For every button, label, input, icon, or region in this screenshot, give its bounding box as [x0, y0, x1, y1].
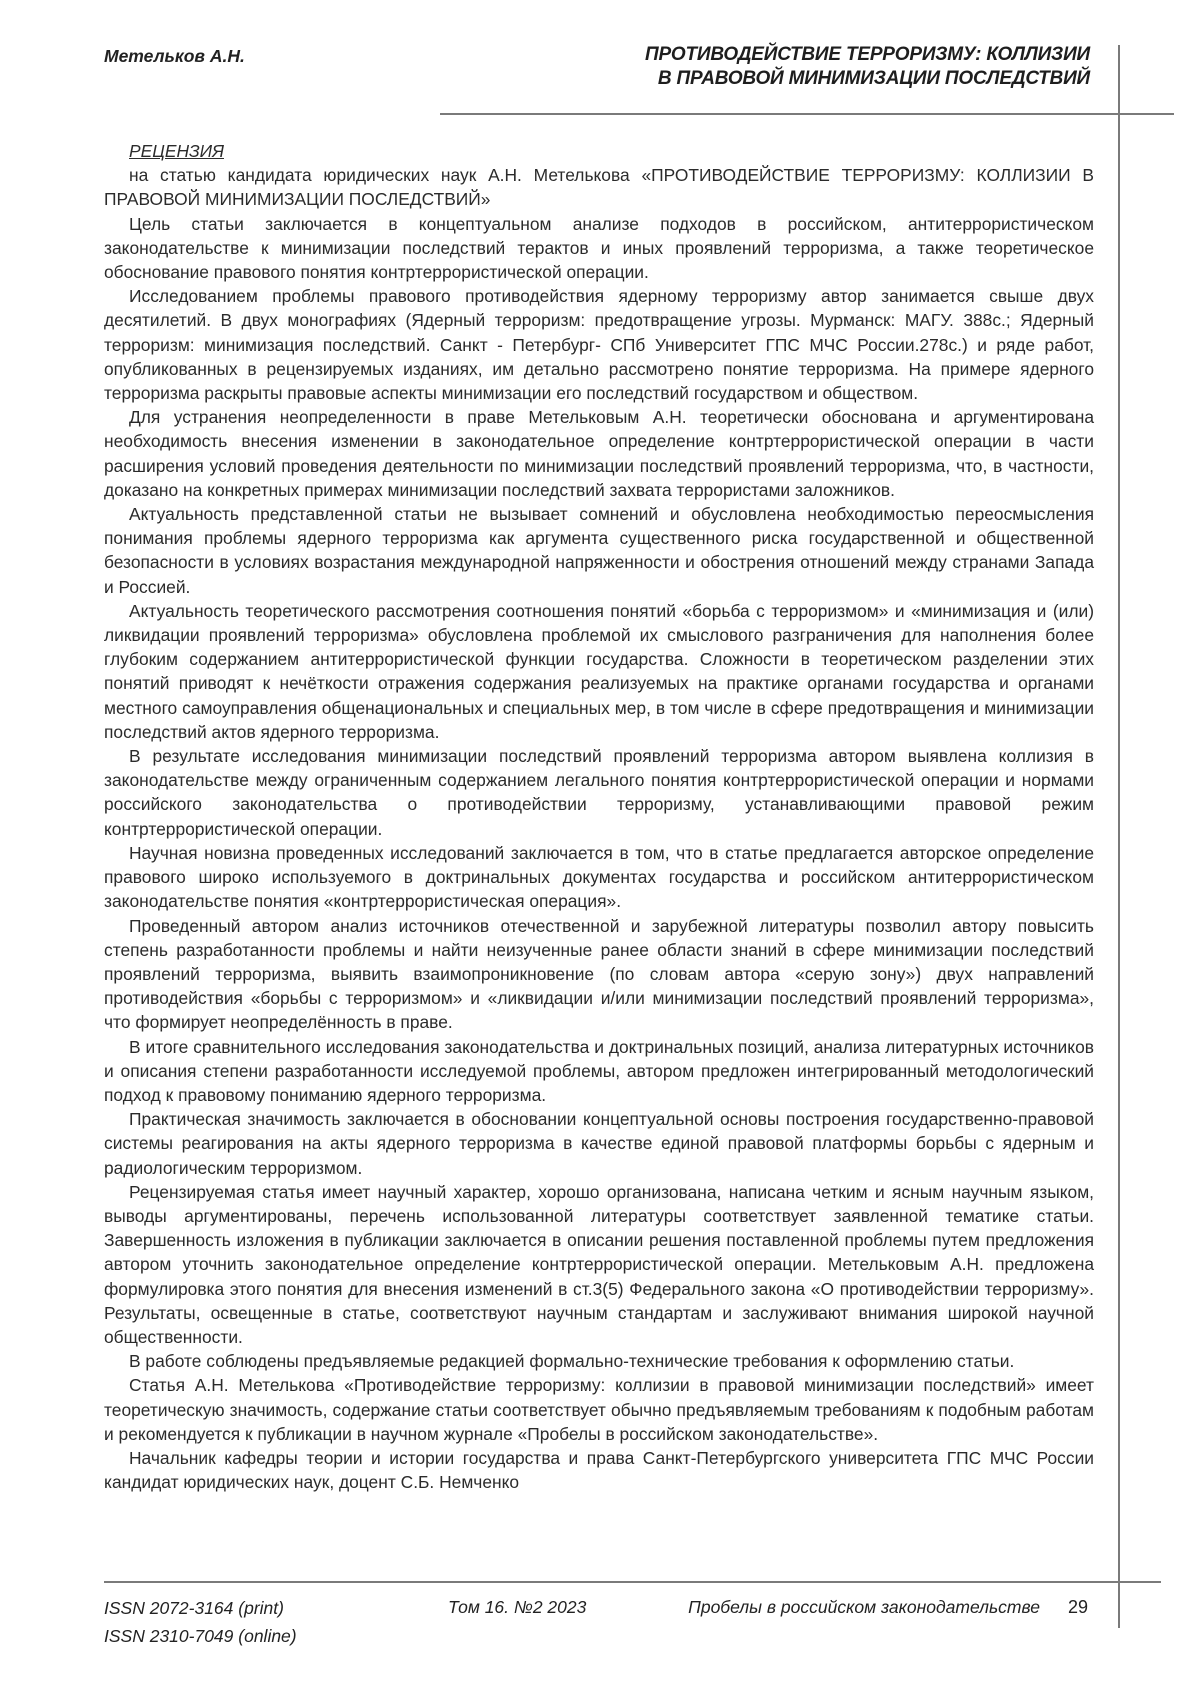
review-paragraph: Актуальность представленной статьи не вызывает сомнений и обусловлена необходимостью переосмысления понимания проблемы ядерного терроризма как аргумента существенного риска государственной и общественной безопасности в условиях возрастания международной напряженности и обострения отношений между странами Запада и Россией.	[104, 504, 1094, 597]
header-author-name: Метельков А.Н.	[104, 46, 245, 66]
header-divider-line	[440, 113, 1174, 115]
footer-issn-print: ISSN 2072-3164 (print)	[104, 1598, 284, 1618]
footer-issn-online: ISSN 2310-7049 (online)	[104, 1626, 297, 1646]
review-paragraph: Рецензируемая статья имеет научный характер, хорошо организована, написана четким и ясным научным языком, выводы аргументированы, перечень использованной литературы соответствует заявленной тематике статьи. Завершенность изложения в публикации заключается в описании решения поставленной проблемы путем предложения автором уточнить законодательное определение контртеррористической операции. Метельковым А.Н. предложена формулировка этого понятия для внесения изменений в ст.3(5) Федерального закона «О противодействии терроризму». Результаты, освещенные в статье, соответствуют научным стандартам и заслуживают внимания широкой научной общественности.	[104, 1181, 1094, 1347]
review-paragraph: на статью кандидата юридических наук А.Н. Метелькова «ПРОТИВОДЕЙСТВИЕ ТЕРРОРИЗМУ: КОЛЛИЗИИ В ПРАВОВОЙ МИНИМИЗАЦИИ ПОСЛЕДСТВИЙ»	[104, 165, 1094, 210]
article-title-line1: ПРОТИВОДЕЙСТВИЕ ТЕРРОРИЗМУ: КОЛЛИЗИИ	[644, 44, 1090, 65]
footer-page-number: 29	[1067, 1597, 1088, 1617]
review-paragraph: Практическая значимость заключается в обосновании концептуальной основы построения государственно-правовой системы реагирования на акты ядерного терроризма в качестве единой правовой платформы борьбы с ядерным и радиологическим терроризмом.	[104, 1109, 1094, 1178]
review-paragraph: Цель статьи заключается в концептуальном анализе подходов в российском, антитеррористическом законодательстве к минимизации последствий терактов и иных проявлений терроризма, а также теоретическое обоснование правового понятия контртеррористической операции.	[104, 213, 1094, 283]
review-paragraph: Актуальность теоретического рассмотрения соотношения понятий «борьба с терроризмом» и «минимизация и (или) ликвидации проявлений терроризма» обусловлена проблемой их смыслового разграничения для наполнения более глубоким содержанием антитеррористической функции государства. Сложности в теоретическом разделении этих понятий приводят к нечёткости отражения содержания реализуемых на практике органами государства и органами местного самоуправления общенациональных и специальных мер, в том числе в сфере предотвращения и минимизации последствий актов ядерного терроризма.	[104, 600, 1094, 742]
review-heading: РЕЦЕНЗИЯ	[129, 141, 224, 161]
review-paragraph: Статья А.Н. Метелькова «Противодействие терроризму: коллизии в правовой минимизации последствий» имеет теоретическую значимость, содержание статьи соответствует обычно предъявляемым требованиям к подобным работам и рекомендуется к публикации в научном журнале «Пробелы в российском законодательстве».	[104, 1375, 1094, 1444]
right-margin-line	[1118, 45, 1120, 1628]
footer-divider-line	[104, 1581, 1161, 1583]
review-body	[104, 139, 1094, 1494]
footer-issn-block	[104, 1594, 297, 1650]
review-paragraph: Исследованием проблемы правового противодействия ядерному терроризму автор занимается свыше двух десятилетий. В двух монографиях (Ядерный терроризм: предотвращение угрозы. Мурманск: МАГУ. 388с.; Ядерный терроризм: минимизация последствий. Санкт - Петербург- СПб Университет ГПС МЧС России.278с.) и ряде работ, опубликованных в рецензируемых изданиях, им детально рассмотрено понятие терроризма. На примере ядерного терроризма раскрыты правовые аспекты минимизации его последствий государством и обществом.	[104, 286, 1094, 404]
article-title	[645, 43, 1090, 90]
review-paragraphs	[104, 163, 1094, 1494]
footer-volume-issue: Том 16. №2 2023	[448, 1597, 587, 1617]
review-paragraph: В работе соблюдены предъявляемые редакцией формально-технические требования к оформлению статьи.	[129, 1351, 1015, 1372]
review-paragraph: Проведенный автором анализ источников отечественной и зарубежной литературы позволил автору повысить степень разработанности проблемы и найти неизученные ранее области знаний в сфере минимизации последствий проявлений терроризма, выявить взаимопроникновение (по словам автора «серую зону») двух направлений противодействия «борьбы с терроризмом» и «ликвидации и/или минимизации последствий проявлений терроризма», что формирует неопределённость в праве.	[104, 915, 1094, 1033]
footer-journal-name: Пробелы в российском законодательстве	[688, 1597, 1040, 1617]
review-paragraph: В результате исследования минимизации последствий проявлений терроризма автором выявлена коллизия в законодательстве между ограниченным содержанием легального понятия контртеррористической операции и нормами российского законодательства о противодействии терроризму, устанавливающими правовой режим контртеррористической операции.	[104, 746, 1094, 839]
review-paragraph: Для устранения неопределенности в праве Метельковым А.Н. теоретически обоснована и аргументирована необходимость внесения изменении в законодательное определение контртеррористической операции в части расширения условий проведения деятельности по минимизации последствий проявлений терроризма, что, в частности, доказано на конкретных примерах минимизации последствий захвата террористами заложников.	[104, 407, 1094, 500]
review-paragraph: Научная новизна проведенных исследований заключается в том, что в статье предлагается авторское определение правового широко используемого в доктринальных документах государства и российском антитеррористическом законодательстве понятия «контртеррористическая операция».	[104, 842, 1094, 912]
article-title-line2: В ПРАВОВОЙ МИНИМИЗАЦИИ ПОСЛЕДСТВИЙ	[657, 67, 1090, 89]
review-paragraph: В итоге сравнительного исследования законодательства и доктринальных позиций, анализа литературных источников и описания степени разработанности исследуемой проблемы, автором предложен интегрированный методологический подход к правовому пониманию ядерного терроризма.	[104, 1036, 1094, 1105]
review-paragraph: Начальник кафедры теории и истории государства и права Санкт-Петербургского университета ГПС МЧС России кандидат юридических наук, доцент С.Б. Немченко	[104, 1447, 1094, 1493]
